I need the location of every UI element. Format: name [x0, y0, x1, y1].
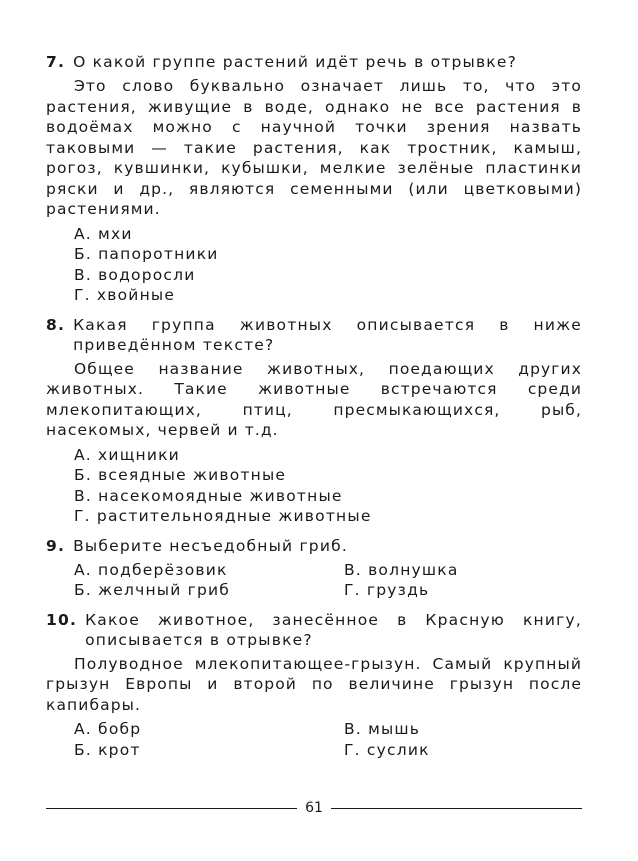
option-g[interactable]: Г. растительноядные животные — [74, 507, 372, 525]
page-number: 61 — [305, 800, 323, 816]
question-text: Выберите несъедобный гриб. — [73, 536, 349, 555]
question-10-passage: Полуводное млекопитающее-грызун. Самый крупный грызун Европы и второй по величине грызун после капибары. — [46, 654, 582, 714]
option-a[interactable]: А. хищники — [74, 445, 180, 464]
option-a[interactable]: А. бобр — [74, 720, 142, 738]
option-g[interactable]: Г. суслик — [344, 740, 430, 759]
question-7 — [46, 52, 582, 306]
question-number: 9. — [46, 536, 66, 555]
question-number: 7. — [46, 53, 66, 71]
question-8-passage: Общее название животных, поедающих других животных. Такие животные встречаются среди млекопитающих, птиц, пресмыкающихся, рыб, насекомых, червей и т.д. — [46, 359, 582, 439]
option-v[interactable]: В. водоросли — [74, 265, 196, 284]
question-7-header — [46, 52, 582, 72]
option-v[interactable]: В. мышь — [344, 720, 421, 738]
question-text: О какой группе растений идёт речь в отрывке? — [73, 53, 518, 71]
page-footer — [46, 800, 582, 816]
question-10 — [46, 610, 582, 761]
option-b[interactable]: Б. крот — [74, 740, 141, 759]
question-9-header — [46, 536, 582, 556]
question-text: Какая группа животных описывается в ниже приведённом тексте? — [73, 315, 582, 354]
question-7-options — [74, 224, 582, 306]
question-10-options — [74, 719, 582, 760]
option-b[interactable]: Б. желчный гриб — [74, 581, 231, 599]
question-number: 8. — [46, 315, 66, 334]
option-b[interactable]: Б. всеядные животные — [74, 466, 287, 484]
option-g[interactable]: Г. хвойные — [74, 286, 176, 304]
question-8-header — [46, 315, 582, 355]
question-text: Какое животное, занесённое в Красную книгу, описывается в отрывке? — [85, 610, 582, 649]
option-v[interactable]: В. волнушка — [344, 560, 459, 579]
question-8 — [46, 315, 582, 527]
option-a[interactable]: А. подберёзовик — [74, 560, 228, 579]
option-g[interactable]: Г. груздь — [344, 581, 430, 599]
question-10-header — [46, 610, 582, 650]
question-9-options — [74, 560, 582, 601]
question-number: 10. — [46, 610, 78, 629]
option-a[interactable]: А. мхи — [74, 224, 133, 243]
question-8-options — [74, 445, 582, 527]
option-b[interactable]: Б. папоротники — [74, 245, 219, 263]
footer-rule-left — [46, 808, 297, 809]
footer-rule-right — [331, 808, 582, 809]
question-9 — [46, 536, 582, 601]
option-v[interactable]: В. насекомоядные животные — [74, 486, 343, 505]
question-7-passage: Это слово буквально означает лишь то, что это растения, живущие в воде, однако не все растения в водоёмах можно с научной точки зрения назвать таковыми — такие растения, как тростник, камыш, рогоз, кувшинки, кубышки, мелкие зелёные пластинки ряски и др., являются семенными (или цветковыми) растениями. — [46, 77, 582, 218]
page-content — [46, 52, 582, 769]
